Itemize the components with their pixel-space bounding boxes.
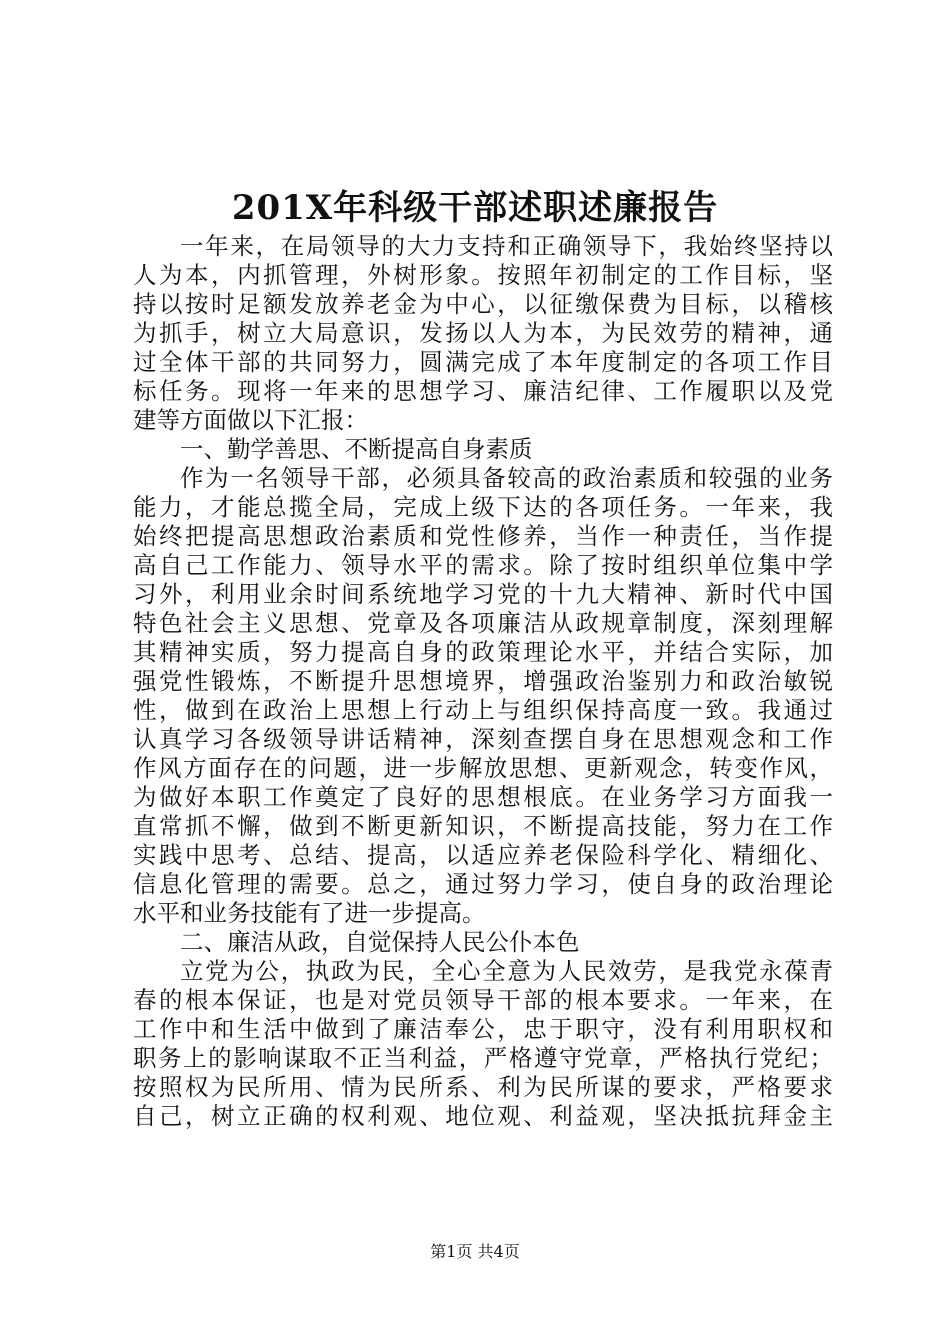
text-line: 作为一名领导干部，必须具备较高的政治素质和较强的业务 [180, 464, 833, 492]
text-line: 习外，利用业余时间系统地学习党的十九大精神、新时代中国 [133, 580, 833, 608]
page-footer: 第1页 共4页 [430, 1242, 520, 1261]
text-line: 持以按时足额发放养老金为中心，以征缴保费为目标，以稽核 [133, 290, 833, 318]
text-line: 自己，树立正确的权利观、地位观、利益观，坚决抵抗拜金主 [133, 1102, 833, 1130]
text-line: 实践中思考、总结、提高，以适应养老保险科学化、精细化、 [133, 841, 833, 869]
text-line: 始终把提高思想政治素质和党性修养，当作一种责任，当作提 [133, 522, 833, 550]
text-line: 一年来，在局领导的大力支持和正确领导下，我始终坚持以 [180, 232, 833, 260]
text-line: 按照权为民所用、情为民所系、利为民所谋的要求，严格要求 [133, 1073, 833, 1101]
text-line: 为做好本职工作奠定了良好的思想根底。在业务学习方面我一 [133, 783, 833, 811]
text-line: 建等方面做以下汇报： [133, 406, 368, 434]
text-line: 认真学习各级领导讲话精神，深刻查摆自身在思想观念和工作 [133, 725, 833, 753]
text-line: 能力，才能总揽全局，完成上级下达的各项任务。一年来，我 [133, 493, 833, 521]
text-line: 高自己工作能力、领导水平的需求。除了按时组织单位集中学 [133, 551, 833, 579]
text-line: 信息化管理的需要。总之，通过努力学习，使自身的政治理论 [133, 870, 833, 898]
text-line: 特色社会主义思想、党章及各项廉洁从政规章制度，深刻理解 [133, 609, 833, 637]
document-title: 201X年科级干部述职述廉报告 [231, 188, 719, 228]
text-line: 人为本，内抓管理，外树形象。按照年初制定的工作目标，坚 [133, 261, 833, 289]
document-body [133, 232, 833, 1131]
text-line: 性，做到在政治上思想上行动上与组织保持高度一致。我通过 [133, 696, 833, 724]
text-line: 职务上的影响谋取不正当利益，严格遵守党章，严格执行党纪； [133, 1044, 833, 1072]
text-line: 水平和业务技能有了进一步提高。 [133, 899, 486, 927]
text-line: 直常抓不懈，做到不断更新知识，不断提高技能，努力在工作 [133, 812, 833, 840]
text-line: 过全体干部的共同努力，圆满完成了本年度制定的各项工作目 [133, 348, 833, 376]
text-line: 作风方面存在的问题，进一步解放思想、更新观念，转变作风， [133, 754, 833, 782]
text-line: 为抓手，树立大局意识，发扬以人为本，为民效劳的精神，通 [133, 319, 833, 347]
text-line: 其精神实质，努力提高自身的政策理论水平，并结合实际，加 [133, 638, 833, 666]
text-line: 二、廉洁从政，自觉保持人民公仆本色 [180, 928, 580, 956]
text-line: 立党为公，执政为民，全心全意为人民效劳，是我党永葆青 [180, 957, 833, 985]
text-line: 标任务。现将一年来的思想学习、廉洁纪律、工作履职以及党 [133, 377, 833, 405]
text-line: 工作中和生活中做到了廉洁奉公，忠于职守，没有利用职权和 [133, 1015, 833, 1043]
text-line: 春的根本保证，也是对党员领导干部的根本要求。一年来，在 [133, 986, 833, 1014]
text-line: 一、勤学善思、不断提高自身素质 [180, 435, 533, 463]
text-line: 强党性锻炼，不断提升思想境界，增强政治鉴别力和政治敏锐 [133, 667, 833, 695]
